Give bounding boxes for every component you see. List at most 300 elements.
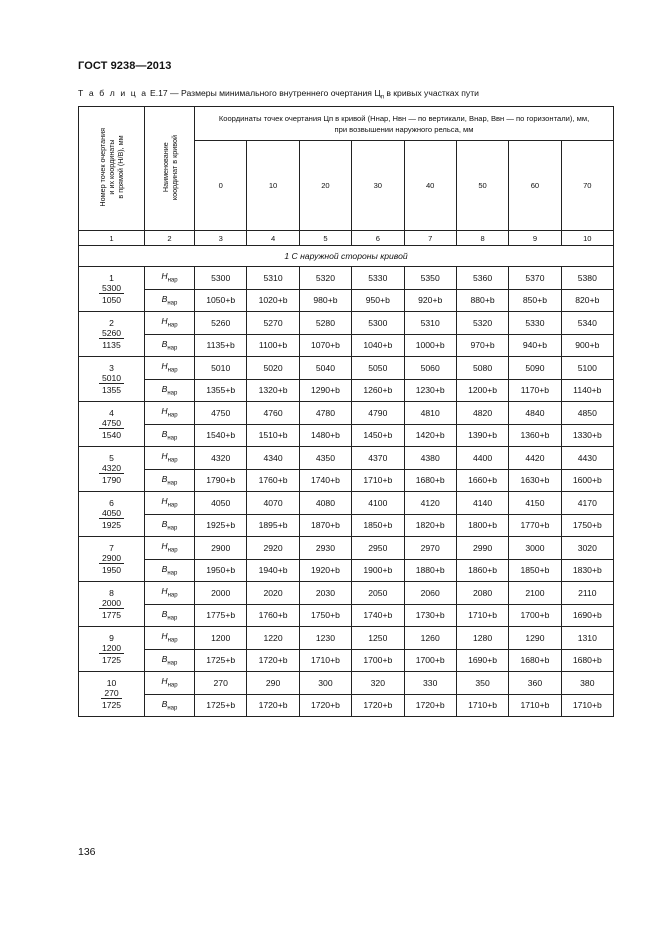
coord-subscript: нар <box>167 705 178 712</box>
coord-label-b <box>145 469 195 492</box>
table-cell: 330 <box>404 672 456 695</box>
header-coordinates: Координаты точек очертания Цп в кривой (Hнар, Hвн — по вертикали, Bнар, Bвн — по горизонтали), мм, при возвышении наружного рельса, мм <box>195 107 614 141</box>
table-cell: 1700+b <box>509 604 561 627</box>
table-cell: 1690+b <box>561 604 613 627</box>
column-number: 4 <box>247 231 299 246</box>
table-cell: 4760 <box>247 402 299 425</box>
point-b: 1135 <box>102 340 121 350</box>
coord-label-b <box>145 289 195 312</box>
coord-label-h <box>145 537 195 560</box>
page-number: 136 <box>78 846 96 858</box>
coord-symbol: H <box>161 451 168 462</box>
table-cell: 1710+b <box>561 694 613 717</box>
table-cell: 4100 <box>352 492 404 515</box>
coord-label-h <box>145 672 195 695</box>
table-row <box>79 312 614 335</box>
column-number: 6 <box>352 231 404 246</box>
caption-label: Т а б л и ц а <box>78 88 148 98</box>
header-point-number: Номер точек очертания и их координаты в прямой (H/B), мм <box>79 107 145 231</box>
point-number: 6 <box>109 498 114 508</box>
coord-label-h <box>145 627 195 650</box>
point-id <box>79 672 145 717</box>
point-id <box>79 582 145 627</box>
table-row <box>79 604 614 627</box>
table-cell: 2100 <box>509 582 561 605</box>
header-coordinate-name: Наименование координат в кривой <box>145 107 195 231</box>
table-row <box>79 649 614 672</box>
coord-label-h <box>145 447 195 470</box>
coord-subscript: нар <box>167 525 178 532</box>
table-row <box>79 514 614 537</box>
table-cell: 1200+b <box>456 379 508 402</box>
point-id <box>79 402 145 447</box>
column-number: 10 <box>561 231 613 246</box>
table-cell: 5380 <box>561 267 613 290</box>
table-cell: 1775+b <box>195 604 247 627</box>
table-cell: 1230 <box>299 627 351 650</box>
coord-subscript: нар <box>167 503 178 510</box>
table-cell: 5020 <box>247 357 299 380</box>
table-cell: 4080 <box>299 492 351 515</box>
table-cell: 4750 <box>195 402 247 425</box>
point-number: 7 <box>109 543 114 553</box>
column-number: 9 <box>509 231 561 246</box>
table-cell: 5090 <box>509 357 561 380</box>
table-cell: 1720+b <box>404 694 456 717</box>
point-number: 4 <box>109 408 114 418</box>
dimensions-table <box>78 106 614 717</box>
table-cell: 850+b <box>509 289 561 312</box>
column-number: 7 <box>404 231 456 246</box>
table-cell: 5300 <box>195 267 247 290</box>
table-cell: 1220 <box>247 627 299 650</box>
coord-label-b <box>145 424 195 447</box>
column-number: 3 <box>195 231 247 246</box>
table-cell: 4340 <box>247 447 299 470</box>
coord-label-b <box>145 604 195 627</box>
coord-symbol: B <box>161 653 168 664</box>
table-cell: 5050 <box>352 357 404 380</box>
table-cell: 1880+b <box>404 559 456 582</box>
table-row <box>79 379 614 402</box>
table-cell: 4070 <box>247 492 299 515</box>
table-cell: 1000+b <box>404 334 456 357</box>
point-h-value: 4320 <box>99 463 124 474</box>
point-h <box>79 418 144 430</box>
table-cell: 5300 <box>352 312 404 335</box>
table-cell: 1360+b <box>509 424 561 447</box>
caption-text-end: в кривых участках пути <box>383 88 479 98</box>
table-cell: 300 <box>299 672 351 695</box>
point-number: 10 <box>106 678 117 688</box>
coord-subscript: нар <box>167 413 178 420</box>
document-header: ГОСТ 9238—2013 <box>78 60 172 72</box>
table-cell: 5330 <box>352 267 404 290</box>
table-cell: 5280 <box>299 312 351 335</box>
column-number: 1 <box>79 231 145 246</box>
table-cell: 1850+b <box>352 514 404 537</box>
table-cell: 4420 <box>509 447 561 470</box>
table-row <box>79 582 614 605</box>
table-cell: 1100+b <box>247 334 299 357</box>
table-row <box>79 694 614 717</box>
table-row <box>79 469 614 492</box>
table-cell: 1050+b <box>195 289 247 312</box>
coord-symbol: B <box>161 563 168 574</box>
coord-subscript: нар <box>167 683 178 690</box>
point-h-value: 4750 <box>99 418 124 429</box>
table-row <box>79 289 614 312</box>
table-cell: 1420+b <box>404 424 456 447</box>
point-id <box>79 447 145 492</box>
table-cell: 5350 <box>404 267 456 290</box>
table-cell: 1870+b <box>299 514 351 537</box>
coord-subscript: нар <box>167 570 178 577</box>
table-cell: 1925+b <box>195 514 247 537</box>
point-id <box>79 537 145 582</box>
coord-subscript: нар <box>167 638 178 645</box>
point-b: 1775 <box>101 610 122 620</box>
point-h <box>79 373 144 385</box>
point-h-value: 5010 <box>99 373 124 384</box>
coord-symbol: B <box>161 698 168 709</box>
point-h-value: 1200 <box>99 643 124 654</box>
table-cell: 1820+b <box>404 514 456 537</box>
table-row <box>79 492 614 515</box>
elevation-header: 30 <box>352 141 404 231</box>
table-cell: 1750+b <box>299 604 351 627</box>
table-cell: 1135+b <box>195 334 247 357</box>
coord-subscript: нар <box>167 660 178 667</box>
table-cell: 1725+b <box>195 649 247 672</box>
table-cell: 4810 <box>404 402 456 425</box>
coord-symbol: B <box>161 428 168 439</box>
table-cell: 1450+b <box>352 424 404 447</box>
table-cell: 1770+b <box>509 514 561 537</box>
table-cell: 1540+b <box>195 424 247 447</box>
coord-symbol: H <box>161 676 168 687</box>
coord-symbol: H <box>161 316 168 327</box>
table-cell: 1830+b <box>561 559 613 582</box>
coord-subscript: нар <box>167 480 178 487</box>
table-cell: 880+b <box>456 289 508 312</box>
section-title: 1 С наружной стороны кривой <box>79 246 614 267</box>
point-h <box>79 463 144 475</box>
table-cell: 1725+b <box>195 694 247 717</box>
table-cell: 1720+b <box>352 694 404 717</box>
elevation-header: 60 <box>509 141 561 231</box>
table-cell: 1790+b <box>195 469 247 492</box>
coord-symbol: B <box>161 338 168 349</box>
table-cell: 1390+b <box>456 424 508 447</box>
table-cell: 1920+b <box>299 559 351 582</box>
table-cell: 1680+b <box>509 649 561 672</box>
coord-label-b <box>145 514 195 537</box>
coord-subscript: нар <box>167 368 178 375</box>
table-cell: 4370 <box>352 447 404 470</box>
point-id <box>79 312 145 357</box>
coord-symbol: H <box>161 361 168 372</box>
point-h <box>79 283 144 295</box>
table-cell: 5260 <box>195 312 247 335</box>
table-cell: 2060 <box>404 582 456 605</box>
table-cell: 900+b <box>561 334 613 357</box>
table-cell: 1750+b <box>561 514 613 537</box>
table-row <box>79 537 614 560</box>
column-number: 8 <box>456 231 508 246</box>
table-cell: 4140 <box>456 492 508 515</box>
table-cell: 1280 <box>456 627 508 650</box>
table-cell: 1170+b <box>509 379 561 402</box>
coord-subscript: нар <box>167 345 178 352</box>
table-cell: 4050 <box>195 492 247 515</box>
table-row <box>79 559 614 582</box>
point-number: 2 <box>109 318 114 328</box>
table-cell: 920+b <box>404 289 456 312</box>
table-cell: 5080 <box>456 357 508 380</box>
table-cell: 2990 <box>456 537 508 560</box>
table-cell: 940+b <box>509 334 561 357</box>
elevation-header: 70 <box>561 141 613 231</box>
table-cell: 1020+b <box>247 289 299 312</box>
coord-subscript: нар <box>167 548 178 555</box>
coord-symbol: H <box>161 541 168 552</box>
coord-symbol: H <box>161 406 168 417</box>
coord-symbol: B <box>161 293 168 304</box>
point-number: 5 <box>109 453 114 463</box>
table-cell: 2110 <box>561 582 613 605</box>
coord-subscript: нар <box>167 435 178 442</box>
table-cell: 1710+b <box>456 694 508 717</box>
table-cell: 5310 <box>247 267 299 290</box>
table-cell: 1330+b <box>561 424 613 447</box>
table-cell: 320 <box>352 672 404 695</box>
table-cell: 1070+b <box>299 334 351 357</box>
table-cell: 4400 <box>456 447 508 470</box>
point-b: 1725 <box>101 655 122 665</box>
table-cell: 1660+b <box>456 469 508 492</box>
table-cell: 5370 <box>509 267 561 290</box>
table-cell: 1800+b <box>456 514 508 537</box>
table-cell: 1850+b <box>509 559 561 582</box>
coord-symbol: B <box>161 473 168 484</box>
table-cell: 5360 <box>456 267 508 290</box>
table-cell: 970+b <box>456 334 508 357</box>
coord-subscript: нар <box>167 323 178 330</box>
table-cell: 980+b <box>299 289 351 312</box>
table-cell: 3020 <box>561 537 613 560</box>
table-cell: 1720+b <box>247 694 299 717</box>
point-number: 1 <box>109 273 114 283</box>
elevation-header: 50 <box>456 141 508 231</box>
point-b: 1355 <box>101 385 122 395</box>
table-cell: 5320 <box>456 312 508 335</box>
table-cell: 1760+b <box>247 604 299 627</box>
table-cell: 2950 <box>352 537 404 560</box>
table-cell: 950+b <box>352 289 404 312</box>
table-cell: 2030 <box>299 582 351 605</box>
table-cell: 2970 <box>404 537 456 560</box>
table-cell: 1200 <box>195 627 247 650</box>
point-h <box>79 598 144 610</box>
table-cell: 1700+b <box>404 649 456 672</box>
table-cell: 270 <box>195 672 247 695</box>
table-cell: 5330 <box>509 312 561 335</box>
table-cell: 1730+b <box>404 604 456 627</box>
table-row <box>79 357 614 380</box>
table-row <box>79 402 614 425</box>
table-cell: 4170 <box>561 492 613 515</box>
table-cell: 2000 <box>195 582 247 605</box>
point-b: 1725 <box>101 700 122 710</box>
table-cell: 5340 <box>561 312 613 335</box>
point-b: 1050 <box>101 295 122 305</box>
table-cell: 360 <box>509 672 561 695</box>
caption-sub: п <box>380 94 384 101</box>
table-cell: 4430 <box>561 447 613 470</box>
point-h <box>79 553 144 565</box>
table-row <box>79 447 614 470</box>
point-number: 9 <box>109 633 114 643</box>
table-row <box>79 627 614 650</box>
table-cell: 4790 <box>352 402 404 425</box>
table-cell: 5270 <box>247 312 299 335</box>
table-row <box>79 267 614 290</box>
table-cell: 4780 <box>299 402 351 425</box>
coord-label-h <box>145 402 195 425</box>
table-cell: 1900+b <box>352 559 404 582</box>
table-cell: 1230+b <box>404 379 456 402</box>
table-cell: 1950+b <box>195 559 247 582</box>
table-cell: 4350 <box>299 447 351 470</box>
table-cell: 820+b <box>561 289 613 312</box>
table-cell: 3000 <box>509 537 561 560</box>
point-b: 1790 <box>101 475 122 485</box>
point-h-value: 270 <box>101 688 121 699</box>
point-id <box>79 627 145 672</box>
table-cell: 1895+b <box>247 514 299 537</box>
coord-label-b <box>145 694 195 717</box>
table-cell: 4320 <box>195 447 247 470</box>
coord-symbol: B <box>161 608 168 619</box>
table-cell: 5010 <box>195 357 247 380</box>
point-h-value: 5300 <box>99 283 124 294</box>
point-h-value: 2900 <box>99 553 124 564</box>
point-id <box>79 357 145 402</box>
table-cell: 1260 <box>404 627 456 650</box>
table-cell: 1710+b <box>456 604 508 627</box>
table-cell: 1740+b <box>299 469 351 492</box>
table-row <box>79 424 614 447</box>
caption-text: Е.17 — Размеры минимального внутреннего очертания Ц <box>147 88 381 98</box>
point-h-value: 5260 <box>99 328 124 339</box>
table-cell: 1260+b <box>352 379 404 402</box>
table-cell: 1760+b <box>247 469 299 492</box>
coord-subscript: нар <box>167 593 178 600</box>
point-h <box>79 643 144 655</box>
elevation-header: 20 <box>299 141 351 231</box>
table-cell: 1290 <box>509 627 561 650</box>
table-cell: 1700+b <box>352 649 404 672</box>
coord-symbol: H <box>161 586 168 597</box>
table-cell: 2020 <box>247 582 299 605</box>
table-cell: 1680+b <box>404 469 456 492</box>
table-row <box>79 334 614 357</box>
table-cell: 1860+b <box>456 559 508 582</box>
table-cell: 2080 <box>456 582 508 605</box>
elevation-header: 40 <box>404 141 456 231</box>
table-cell: 2050 <box>352 582 404 605</box>
table-cell: 1040+b <box>352 334 404 357</box>
table-cell: 1710+b <box>299 649 351 672</box>
coord-symbol: H <box>161 271 168 282</box>
coord-label-b <box>145 379 195 402</box>
table-cell: 1140+b <box>561 379 613 402</box>
table-row <box>79 672 614 695</box>
coord-symbol: H <box>161 631 168 642</box>
coord-label-h <box>145 357 195 380</box>
coord-symbol: B <box>161 383 168 394</box>
table-cell: 1740+b <box>352 604 404 627</box>
table-cell: 1720+b <box>247 649 299 672</box>
table-cell: 5310 <box>404 312 456 335</box>
point-h <box>79 688 144 700</box>
elevation-header: 0 <box>195 141 247 231</box>
coord-subscript: нар <box>167 300 178 307</box>
coord-subscript: нар <box>167 278 178 285</box>
point-h <box>79 508 144 520</box>
table-cell: 1320+b <box>247 379 299 402</box>
coord-subscript: нар <box>167 458 178 465</box>
column-number: 2 <box>145 231 195 246</box>
table-cell: 5100 <box>561 357 613 380</box>
table-cell: 5320 <box>299 267 351 290</box>
table-cell: 4120 <box>404 492 456 515</box>
table-cell: 1710+b <box>509 694 561 717</box>
table-cell: 380 <box>561 672 613 695</box>
table-cell: 1690+b <box>456 649 508 672</box>
coord-label-h <box>145 312 195 335</box>
coord-label-h <box>145 267 195 290</box>
table-cell: 290 <box>247 672 299 695</box>
coord-symbol: H <box>161 496 168 507</box>
table-cell: 4840 <box>509 402 561 425</box>
table-cell: 4820 <box>456 402 508 425</box>
table-cell: 1710+b <box>352 469 404 492</box>
point-b: 1925 <box>101 520 122 530</box>
elevation-header: 10 <box>247 141 299 231</box>
point-h <box>79 328 144 340</box>
coord-label-b <box>145 334 195 357</box>
point-number: 8 <box>109 588 114 598</box>
point-b: 1950 <box>101 565 122 575</box>
table-cell: 1250 <box>352 627 404 650</box>
coord-symbol: B <box>161 518 168 529</box>
column-number: 5 <box>299 231 351 246</box>
table-cell: 5060 <box>404 357 456 380</box>
table-cell: 4150 <box>509 492 561 515</box>
coord-label-b <box>145 649 195 672</box>
table-cell: 2900 <box>195 537 247 560</box>
coord-label-b <box>145 559 195 582</box>
coord-subscript: нар <box>167 390 178 397</box>
table-cell: 350 <box>456 672 508 695</box>
table-cell: 1290+b <box>299 379 351 402</box>
table-cell: 1600+b <box>561 469 613 492</box>
point-id <box>79 492 145 537</box>
table-cell: 1940+b <box>247 559 299 582</box>
table-cell: 1355+b <box>195 379 247 402</box>
